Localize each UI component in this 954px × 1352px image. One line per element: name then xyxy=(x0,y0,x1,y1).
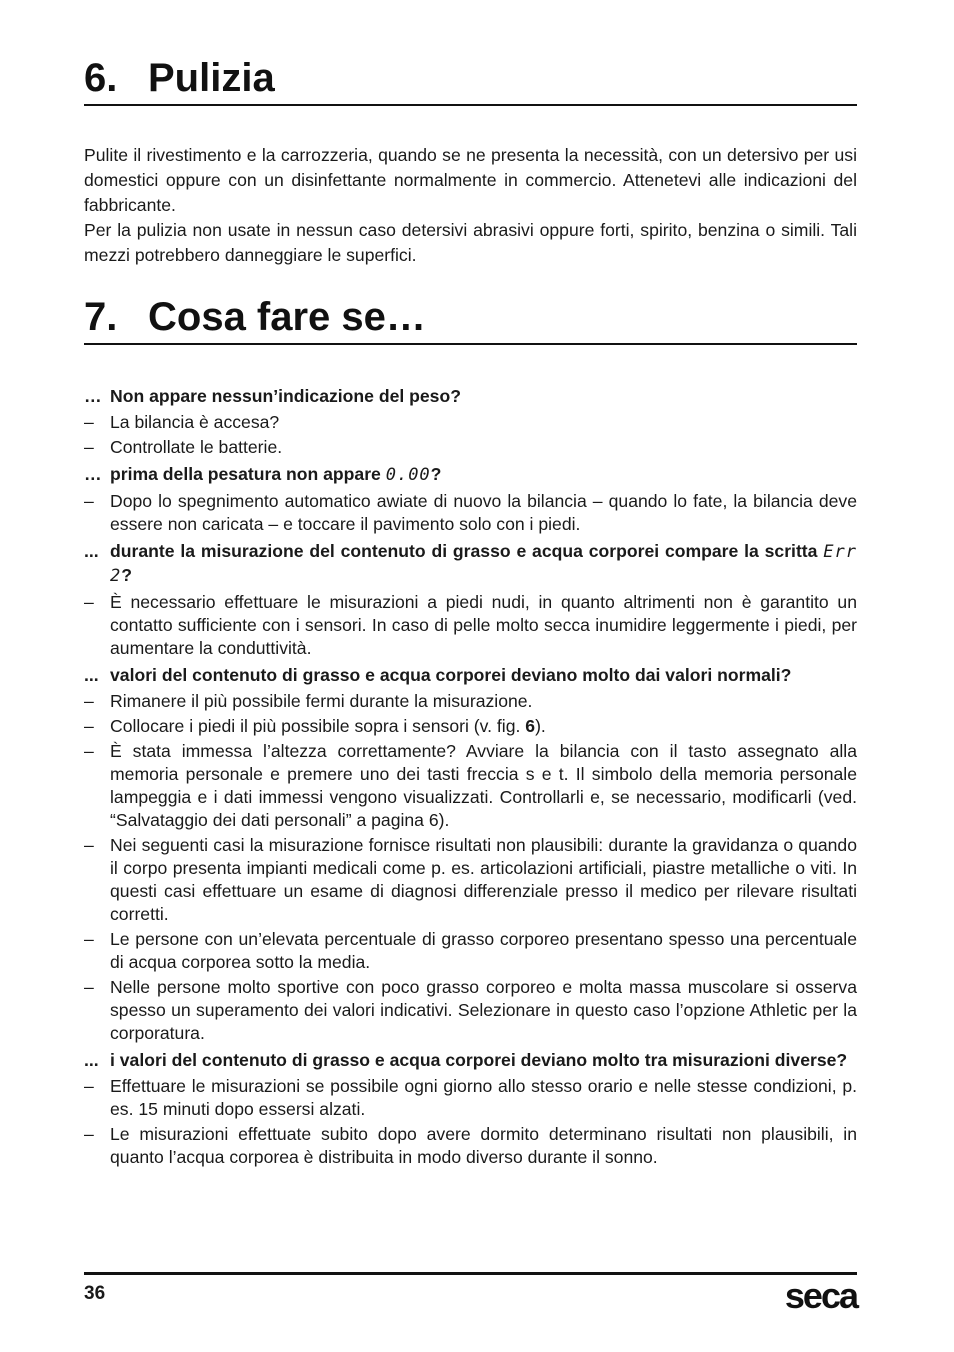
answer-text: Le persone con un’elevata percentuale di grasso corporeo presentano spesso una percentuale di acqua corporea sotto la media. xyxy=(110,929,857,972)
dash-bullet: – xyxy=(84,716,94,736)
faq-answer xyxy=(84,834,857,926)
seca-logo: seca xyxy=(784,1275,857,1316)
faq-answer xyxy=(84,690,857,713)
dash-bullet: – xyxy=(84,437,94,457)
section-number: 6. xyxy=(84,56,118,100)
faq-question xyxy=(84,463,857,487)
answer-text: Nei seguenti casi la misurazione fornisce risultati non plausibili: durante la gravidanza o quando il corpo presenta impianti medicali come p. es. articolazioni artificiali, piastre metalliche o viti. In questi casi effettuare un esame di diagnosi differenziale presso il medico per rilevare risultati corretti. xyxy=(110,835,857,924)
dash-bullet: – xyxy=(84,1076,94,1096)
question-text: valori del contenuto di grasso e acqua corporei deviano molto dai valori normali? xyxy=(110,665,792,685)
dash-bullet: – xyxy=(84,741,94,761)
question-lead: … xyxy=(84,386,102,406)
answer-text: Effettuare le misurazioni se possibile ogni giorno allo stesso orario e nelle stesse condizioni, p. es. 15 minuti dopo essersi alzati. xyxy=(110,1076,857,1119)
display-readout: Err 2 xyxy=(110,542,857,586)
faq-answer xyxy=(84,411,857,434)
answer-text: È stata immessa l’altezza correttamente? Avviare la bilancia con il tasto assegnato alla memoria personale e premere uno dei tasti freccia s e t. Il simbolo della memoria personale lampeggia e i dati immessi vengono visualizzati. Controllarli e, se necessario, modificarli (ved. “Salvataggio dei dati personali” a pagina 6). xyxy=(110,741,857,830)
paragraph: Pulite il rivestimento e la carrozzeria, quando se ne presenta la necessità, con un detersivo per usi domestici oppure con un disinfettante normalmente in commercio. Attenetevi alle indicazioni del fabbricante. xyxy=(84,145,857,215)
section-6-heading xyxy=(84,54,857,102)
section-7-heading xyxy=(84,293,857,341)
section-title: Pulizia xyxy=(148,56,275,100)
faq-answer xyxy=(84,591,857,660)
dash-bullet: – xyxy=(84,835,94,855)
answer-text: Controllate le batterie. xyxy=(110,437,283,457)
dash-bullet: – xyxy=(84,691,94,711)
answer-text: Collocare i piedi il più possibile sopra i sensori (v. fig. xyxy=(110,716,526,736)
question-lead: ... xyxy=(84,541,99,561)
faq-answer xyxy=(84,715,857,738)
page-number: 36 xyxy=(84,1283,106,1304)
dash-bullet: – xyxy=(84,592,94,612)
answer-text: Dopo lo spegnimento automatico awiate di nuovo la bilancia – quando lo fate, la bilancia deve essere non caricata – e toccare il pavimento solo con i piedi. xyxy=(110,491,857,534)
question-lead: … xyxy=(84,464,102,484)
faq-answer xyxy=(84,1123,857,1169)
question-text: durante la misurazione del contenuto di grasso e acqua corporei compare la scritta xyxy=(110,541,824,561)
faq-question xyxy=(84,385,857,408)
paragraph: Per la pulizia non usate in nessun caso detersivi abrasivi oppure forti, spirito, benzina o simili. Tali mezzi potrebbero danneggiare le superfici. xyxy=(84,220,857,265)
answer-text: Le misurazioni effettuate subito dopo avere dormito determinano risultati non plausibili, in quanto l’acqua corporea è distribuita in modo diverso durante il sonno. xyxy=(110,1124,857,1167)
figure-reference: 6 xyxy=(525,716,536,736)
question-text: Non appare nessun’indicazione del peso? xyxy=(110,386,461,406)
cleaning-text xyxy=(84,143,857,268)
troubleshooting-list xyxy=(84,381,857,1171)
answer-text: ). xyxy=(535,716,546,736)
heading-rule xyxy=(84,343,857,345)
question-lead: ... xyxy=(84,665,99,685)
dash-bullet: – xyxy=(84,977,94,997)
answer-text: È necessario effettuare le misurazioni a piedi nudi, in quanto altrimenti non è garantito un contatto sufficiente con i sensori. In caso di pelle molto secca inumidire leggermente i piedi, per aumentare la conduttività. xyxy=(110,592,857,658)
faq-answer xyxy=(84,490,857,536)
question-lead: ... xyxy=(84,1050,99,1070)
faq-answer xyxy=(84,976,857,1045)
question-text: ? xyxy=(121,565,132,585)
faq-answer xyxy=(84,436,857,459)
section-number: 7. xyxy=(84,295,118,339)
section-title: Cosa fare se… xyxy=(148,295,426,339)
faq-question xyxy=(84,1049,857,1072)
display-readout: 0.00 xyxy=(385,465,431,485)
faq-answer xyxy=(84,928,857,974)
answer-text: Nelle persone molto sportive con poco grasso corporeo e molta massa muscolare si osserva spesso un superamento dei valori indicativi. Selezionare in questo caso l’opzione Athletic per la corporatura. xyxy=(110,977,857,1043)
faq-question xyxy=(84,664,857,687)
question-text: i valori del contenuto di grasso e acqua corporei deviano molto tra misurazioni diverse? xyxy=(110,1050,848,1070)
dash-bullet: – xyxy=(84,412,94,432)
dash-bullet: – xyxy=(84,1124,94,1144)
footer-rule xyxy=(84,1272,857,1275)
faq-answer xyxy=(84,1075,857,1121)
heading-rule xyxy=(84,104,857,106)
faq-question xyxy=(84,540,857,588)
question-text: ? xyxy=(430,464,442,484)
dash-bullet: – xyxy=(84,929,94,949)
faq-answer xyxy=(84,740,857,832)
question-text: prima della pesatura non appare xyxy=(110,464,386,484)
dash-bullet: – xyxy=(84,491,94,511)
answer-text: La bilancia è accesa? xyxy=(110,412,280,432)
answer-text: Rimanere il più possibile fermi durante la misurazione. xyxy=(110,691,533,711)
